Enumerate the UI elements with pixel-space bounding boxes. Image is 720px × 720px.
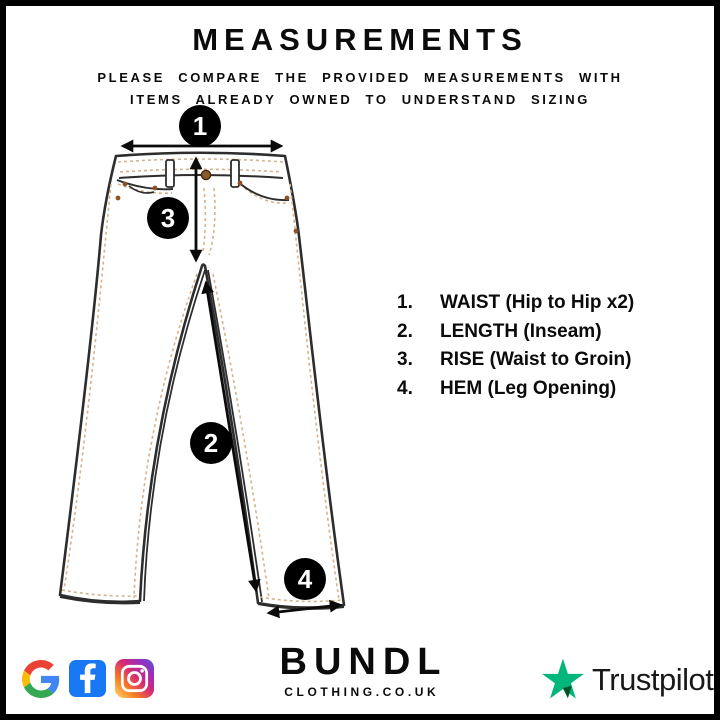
svg-text:3: 3: [160, 203, 176, 233]
svg-text:1: 1: [192, 111, 208, 141]
svg-text:4: 4: [297, 564, 313, 594]
legend-number: 1.: [397, 292, 413, 313]
brand-name: BUNDL: [279, 641, 448, 683]
legend-item-rise: [397, 346, 634, 375]
trustpilot-wordmark: Trustpilot: [592, 662, 714, 697]
legend-number: 3.: [397, 349, 413, 370]
legend-label: WAIST (Hip to Hip x2): [440, 292, 635, 313]
jeans-button: [201, 170, 210, 179]
legend-label: RISE (Waist to Groin): [440, 349, 632, 370]
legend-label: LENGTH (Inseam): [440, 320, 602, 342]
subtitle: [0, 67, 720, 111]
subtitle-line-2: ITEMS ALREADY OWNED TO UNDERSTAND SIZING: [130, 92, 590, 107]
trustpilot-logo: [542, 658, 713, 699]
legend-item-waist: [397, 289, 634, 318]
trustpilot-star-icon: [542, 658, 584, 699]
legend-label: HEM (Leg Opening): [440, 377, 617, 399]
legend-number: 2.: [397, 320, 413, 342]
header: [0, 0, 720, 111]
marker-length: [190, 422, 232, 464]
brand-domain: CLOTHING.CO.UK: [284, 685, 440, 699]
page-title: MEASUREMENTS: [192, 22, 528, 57]
jeans-outline: [60, 153, 344, 609]
marker-waist: [179, 105, 221, 147]
marker-rise: [147, 197, 189, 239]
marker-hem: [284, 558, 326, 600]
svg-text:2: 2: [203, 428, 219, 458]
legend-item-length: [397, 318, 634, 347]
legend-number: 4.: [397, 377, 413, 399]
legend: [397, 289, 634, 403]
legend-item-hem: [397, 375, 634, 404]
subtitle-line-1: PLEASE COMPARE THE PROVIDED MEASUREMENTS WITH: [97, 70, 623, 85]
